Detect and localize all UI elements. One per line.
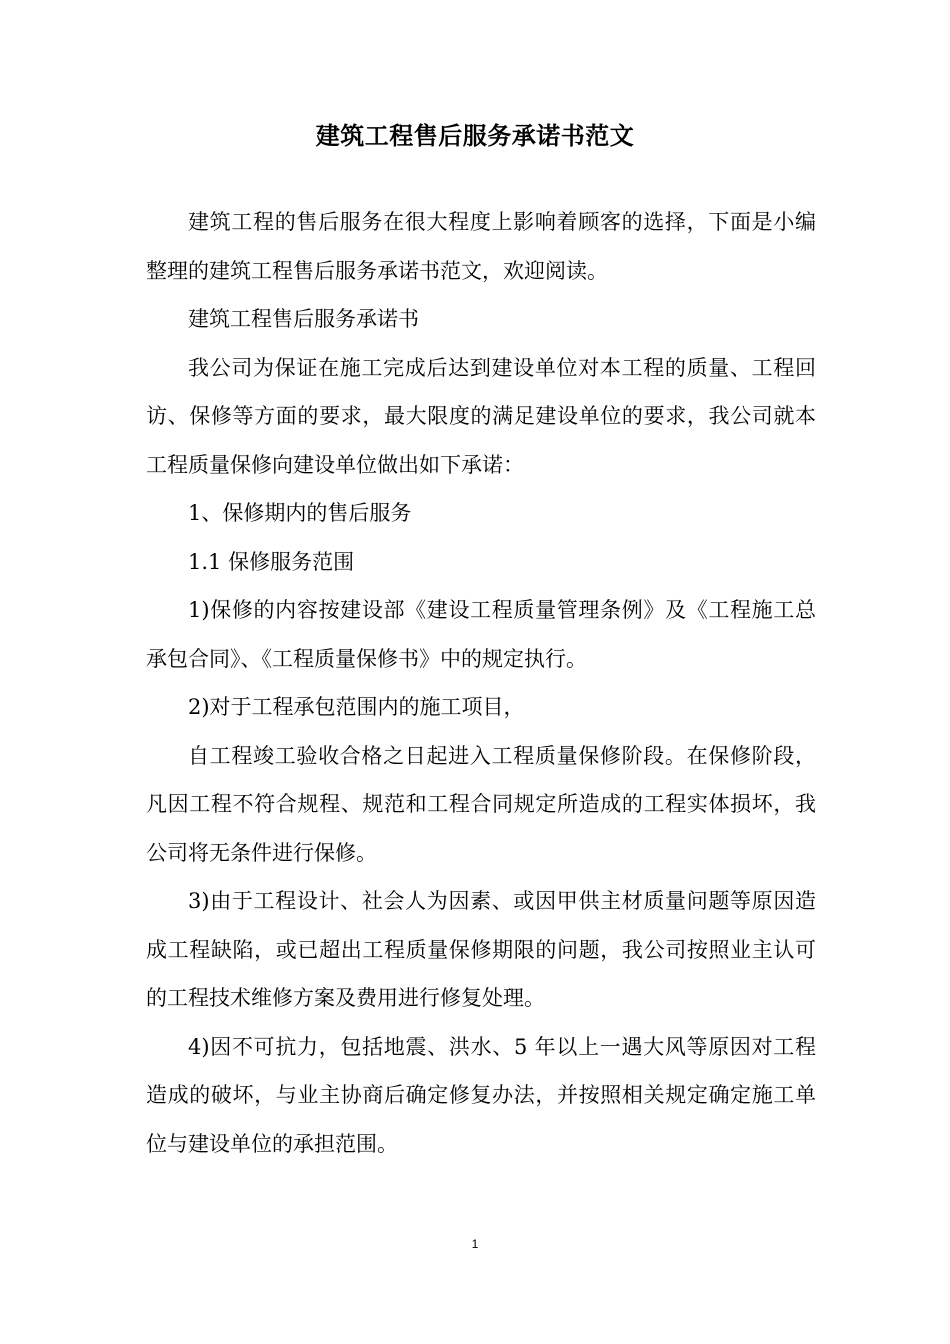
subsection-heading: 1.1 保修服务范围	[188, 549, 355, 574]
document-body	[146, 198, 816, 1168]
list-item-paragraph: 1)保修的内容按建设部《建设工程质量管理条例》及《工程施工总承包合同》、《工程质量保修书》中的规定执行。	[146, 598, 816, 671]
list-item-paragraph: 4)因不可抗力，包括地震、洪水、5 年以上一遇大风等原因对工程造成的破坏，与业主协商后确定修复办法，并按照相关规定确定施工单位与建设单位的承担范围。	[146, 1034, 816, 1156]
body-paragraph: 自工程竣工验收合格之日起进入工程质量保修阶段。在保修阶段，凡因工程不符合规程、规范和工程合同规定所造成的工程实体损坏，我公司将无条件进行保修。	[146, 743, 816, 865]
document-title: 建筑工程售后服务承诺书范文	[315, 122, 635, 150]
list-item-paragraph: 2)对于工程承包范围内的施工项目，	[188, 695, 525, 719]
page-number: 1	[471, 1237, 479, 1251]
section-heading: 建筑工程售后服务承诺书	[188, 307, 419, 331]
intro-paragraph: 建筑工程的售后服务在很大程度上影响着顾客的选择，下面是小编整理的建筑工程售后服务承诺书范文，欢迎阅读。	[146, 210, 816, 283]
subsection-heading: 1、保修期内的售后服务	[188, 501, 412, 525]
commitment-paragraph: 我公司为保证在施工完成后达到建设单位对本工程的质量、工程回访、保修等方面的要求，最大限度的满足建设单位的要求，我公司就本工程质量保修向建设单位做出如下承诺：	[146, 355, 816, 477]
list-item-paragraph: 3)由于工程设计、社会人为因素、或因甲供主材质量问题等原因造成工程缺陷，或已超出工程质量保修期限的问题，我公司按照业主认可的工程技术维修方案及费用进行修复处理。	[146, 889, 816, 1010]
